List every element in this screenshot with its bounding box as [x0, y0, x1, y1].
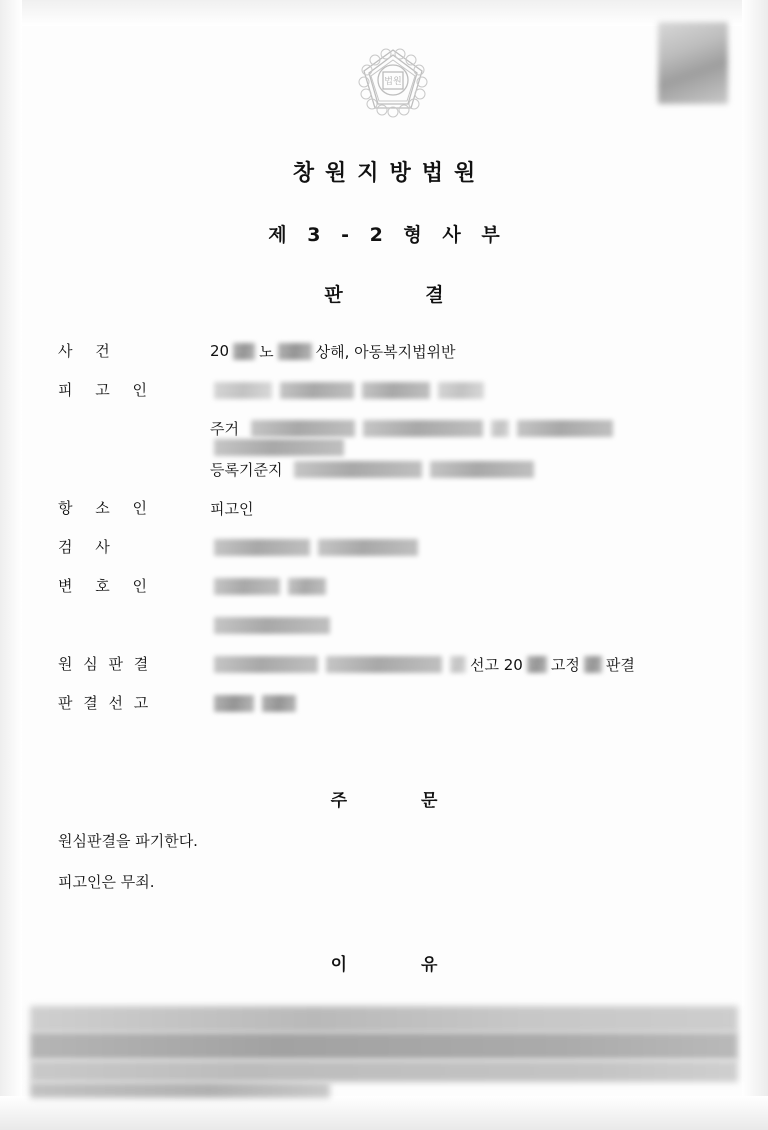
- redaction-prosecutor-0: [214, 539, 310, 556]
- redaction-defense-counsel-0: [214, 578, 280, 595]
- scan-edge-bottom: [0, 1096, 768, 1130]
- redaction-original-judgment-6: [584, 656, 602, 673]
- field-value-judgment-date: [210, 690, 718, 714]
- field-value-original-judgment: [210, 651, 718, 675]
- field-text-case-number-4: 상해, 아동복지법위반: [315, 342, 456, 361]
- field-label-case-number: 사 건: [58, 342, 119, 360]
- redaction-original-judgment-1: [326, 656, 442, 673]
- field-label-judgment-date: 판 결 선 고: [58, 694, 152, 712]
- field-value-defendant-registered-domicile: [210, 456, 718, 480]
- field-row-original-judgment: [58, 651, 718, 690]
- field-value-case-number: [210, 338, 718, 362]
- document-type-title: 판 결: [324, 284, 482, 306]
- field-text-original-judgment-3: 선고 20: [470, 655, 523, 674]
- court-name: 창원지방법원: [292, 161, 487, 186]
- reason-body-redaction: [30, 1006, 738, 1092]
- redaction-case-number-3: [278, 343, 312, 360]
- scan-edge-top: [0, 0, 768, 26]
- redaction-defendant-3: [438, 382, 484, 399]
- field-value-appellant: [210, 495, 718, 519]
- redaction-defendant-2: [362, 382, 430, 399]
- field-row-defense-counsel: [58, 573, 718, 612]
- redaction-defendant-address-2: [491, 420, 509, 437]
- redaction-case-number-1: [233, 343, 255, 360]
- emblem-label: 법원: [384, 77, 402, 87]
- field-value-defense-counsel: [210, 573, 718, 597]
- field-row-defendant: [58, 377, 718, 416]
- redaction-judgment-date-0: [214, 695, 254, 712]
- order-section-heading: 주 문: [330, 791, 472, 811]
- field-row-appellant: [58, 495, 718, 534]
- redaction-defense-counsel-1: [288, 578, 326, 595]
- redaction-defendant-address-0: [251, 420, 355, 437]
- redaction-original-judgment-2: [450, 656, 466, 673]
- redaction-band-2: [30, 1032, 738, 1060]
- redaction-original-judgment-0: [214, 656, 318, 673]
- field-text-original-judgment-7: 판결: [605, 655, 635, 674]
- field-label-prosecutor: 검 사: [58, 538, 119, 556]
- field-text-appellant-0: 피고인: [210, 499, 254, 518]
- redaction-defendant-address-1: [363, 420, 483, 437]
- field-label-defendant: 피 고 인: [58, 381, 157, 399]
- field-label-defense-counsel: 변 호 인: [58, 577, 157, 595]
- field-text-original-judgment-5: 고정: [550, 655, 580, 674]
- redaction-band-1: [30, 1006, 738, 1032]
- field-row-case-number: [58, 338, 718, 377]
- redaction-defendant-address-4: [214, 439, 344, 456]
- field-label-defense-counsel-second-line: [58, 612, 210, 614]
- field-text-case-number-2: 노: [259, 342, 274, 361]
- order-line-2: 피고인은 무죄.: [58, 873, 155, 891]
- order-line-1: 원심판결을 파기한다.: [58, 832, 198, 850]
- redaction-band-4: [30, 1082, 330, 1098]
- field-row-defendant-address: [58, 416, 718, 456]
- field-value-defense-counsel-second-line: [210, 612, 718, 636]
- division-name: 제 3 - 2 형 사 부: [268, 224, 507, 246]
- field-row-defendant-registered-domicile: [58, 456, 718, 495]
- reason-section-heading: 이 유: [330, 955, 472, 975]
- field-sublabel-defendant-address: 주거: [210, 420, 239, 438]
- field-label-defendant-address: [58, 416, 210, 418]
- redaction-defendant-registered-domicile-0: [294, 461, 422, 478]
- field-row-judgment-date: [58, 690, 718, 729]
- redaction-defendant-0: [214, 382, 272, 399]
- field-row-defense-counsel-second-line: [58, 612, 718, 651]
- field-text-case-number-0: 20: [210, 342, 230, 360]
- field-value-prosecutor: [210, 534, 718, 558]
- field-label-defendant-registered-domicile: [58, 456, 210, 458]
- redaction-original-judgment-4: [527, 656, 547, 673]
- redaction-defense-counsel-second-line-0: [214, 617, 330, 634]
- field-label-appellant: 항 소 인: [58, 499, 157, 517]
- redaction-defendant-address-3: [517, 420, 613, 437]
- field-sublabel-defendant-registered-domicile: 등록기준지: [210, 460, 283, 479]
- field-value-defendant: [210, 377, 718, 401]
- court-seal-redaction: [658, 22, 728, 104]
- field-value-defendant-address: [210, 416, 718, 456]
- redaction-prosecutor-1: [318, 539, 418, 556]
- case-header-fields: [58, 338, 718, 729]
- redaction-defendant-registered-domicile-1: [430, 461, 534, 478]
- redaction-band-3: [30, 1060, 738, 1082]
- field-row-prosecutor: [58, 534, 718, 573]
- redaction-defendant-1: [280, 382, 354, 399]
- court-emblem-icon: [358, 46, 428, 124]
- field-label-original-judgment: 원 심 판 결: [58, 655, 152, 673]
- redaction-judgment-date-1: [262, 695, 296, 712]
